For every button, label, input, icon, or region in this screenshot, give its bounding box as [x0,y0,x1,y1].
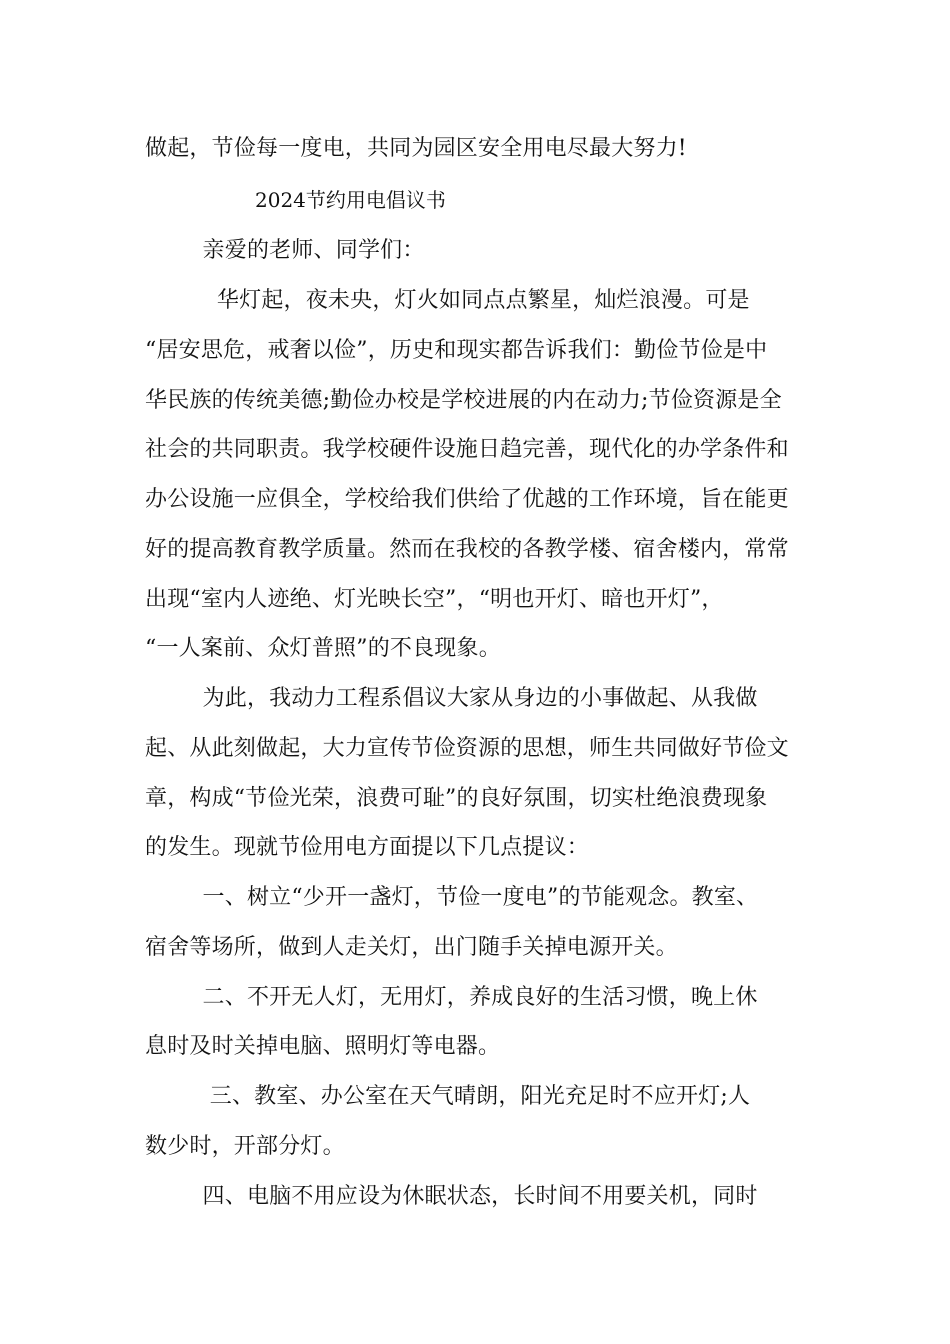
text-line: 社会的共同职责。我学校硬件设施日趋完善，现代化的办学条件和 [145,437,789,462]
document-title: 2024节约用电倡议书 [255,188,446,212]
text-line: 华民族的传统美德;勤俭办校是学校进展的内在动力;节俭资源是全 [145,388,782,413]
text-line: 宿舍等场所，做到人走关灯，出门随手关掉电源开关。 [145,935,678,960]
text-line: 四、电脑不用应设为休眠状态，长时间不用要关机，同时 [145,1184,758,1209]
text-line: 数少时，开部分灯。 [145,1134,345,1159]
text-line: 好的提高教育教学质量。然而在我校的各教学楼、宿舍楼内，常常 [145,537,789,562]
text-line: 做起，节俭每一度电，共同为园区安全用电尽最大努力! [145,136,687,161]
text-line: 一、树立“少开一盏灯，节俭一度电”的节能观念。教室、 [145,885,759,910]
text-line: “一人案前、众灯普照”的不良现象。 [145,636,501,661]
text-line: “居安思危，戒奢以俭”，历史和现实都告诉我们：勤俭节俭是中 [145,338,768,363]
text-line: 三、教室、办公室在天气晴朗，阳光充足时不应开灯;人 [145,1084,751,1109]
text-line: 起、从此刻做起，大力宣传节俭资源的思想，师生共同做好节俭文 [145,736,789,761]
text-line: 章，构成“节俭光荣，浪费可耻”的良好氛围，切实杜绝浪费现象 [145,786,768,811]
text-line: 华灯起，夜未央，灯火如同点点繁星，灿烂浪漫。可是 [145,288,750,313]
salutation: 亲爱的老师、同学们： [145,238,425,263]
text-line: 出现“室内人迹绝、灯光映长空”，“明也开灯、暗也开灯”， [145,587,724,612]
text-line: 息时及时关掉电脑、照明灯等电器。 [145,1034,501,1059]
text-line: 的发生。现就节俭用电方面提以下几点提议： [145,835,590,860]
text-line: 为此，我动力工程系倡议大家从身边的小事做起、从我做 [145,686,758,711]
text-line: 二、不开无人灯，无用灯，养成良好的生活习惯，晚上休 [145,985,758,1010]
text-line: 办公设施一应俱全，学校给我们供给了优越的工作环境，旨在能更 [145,487,789,512]
